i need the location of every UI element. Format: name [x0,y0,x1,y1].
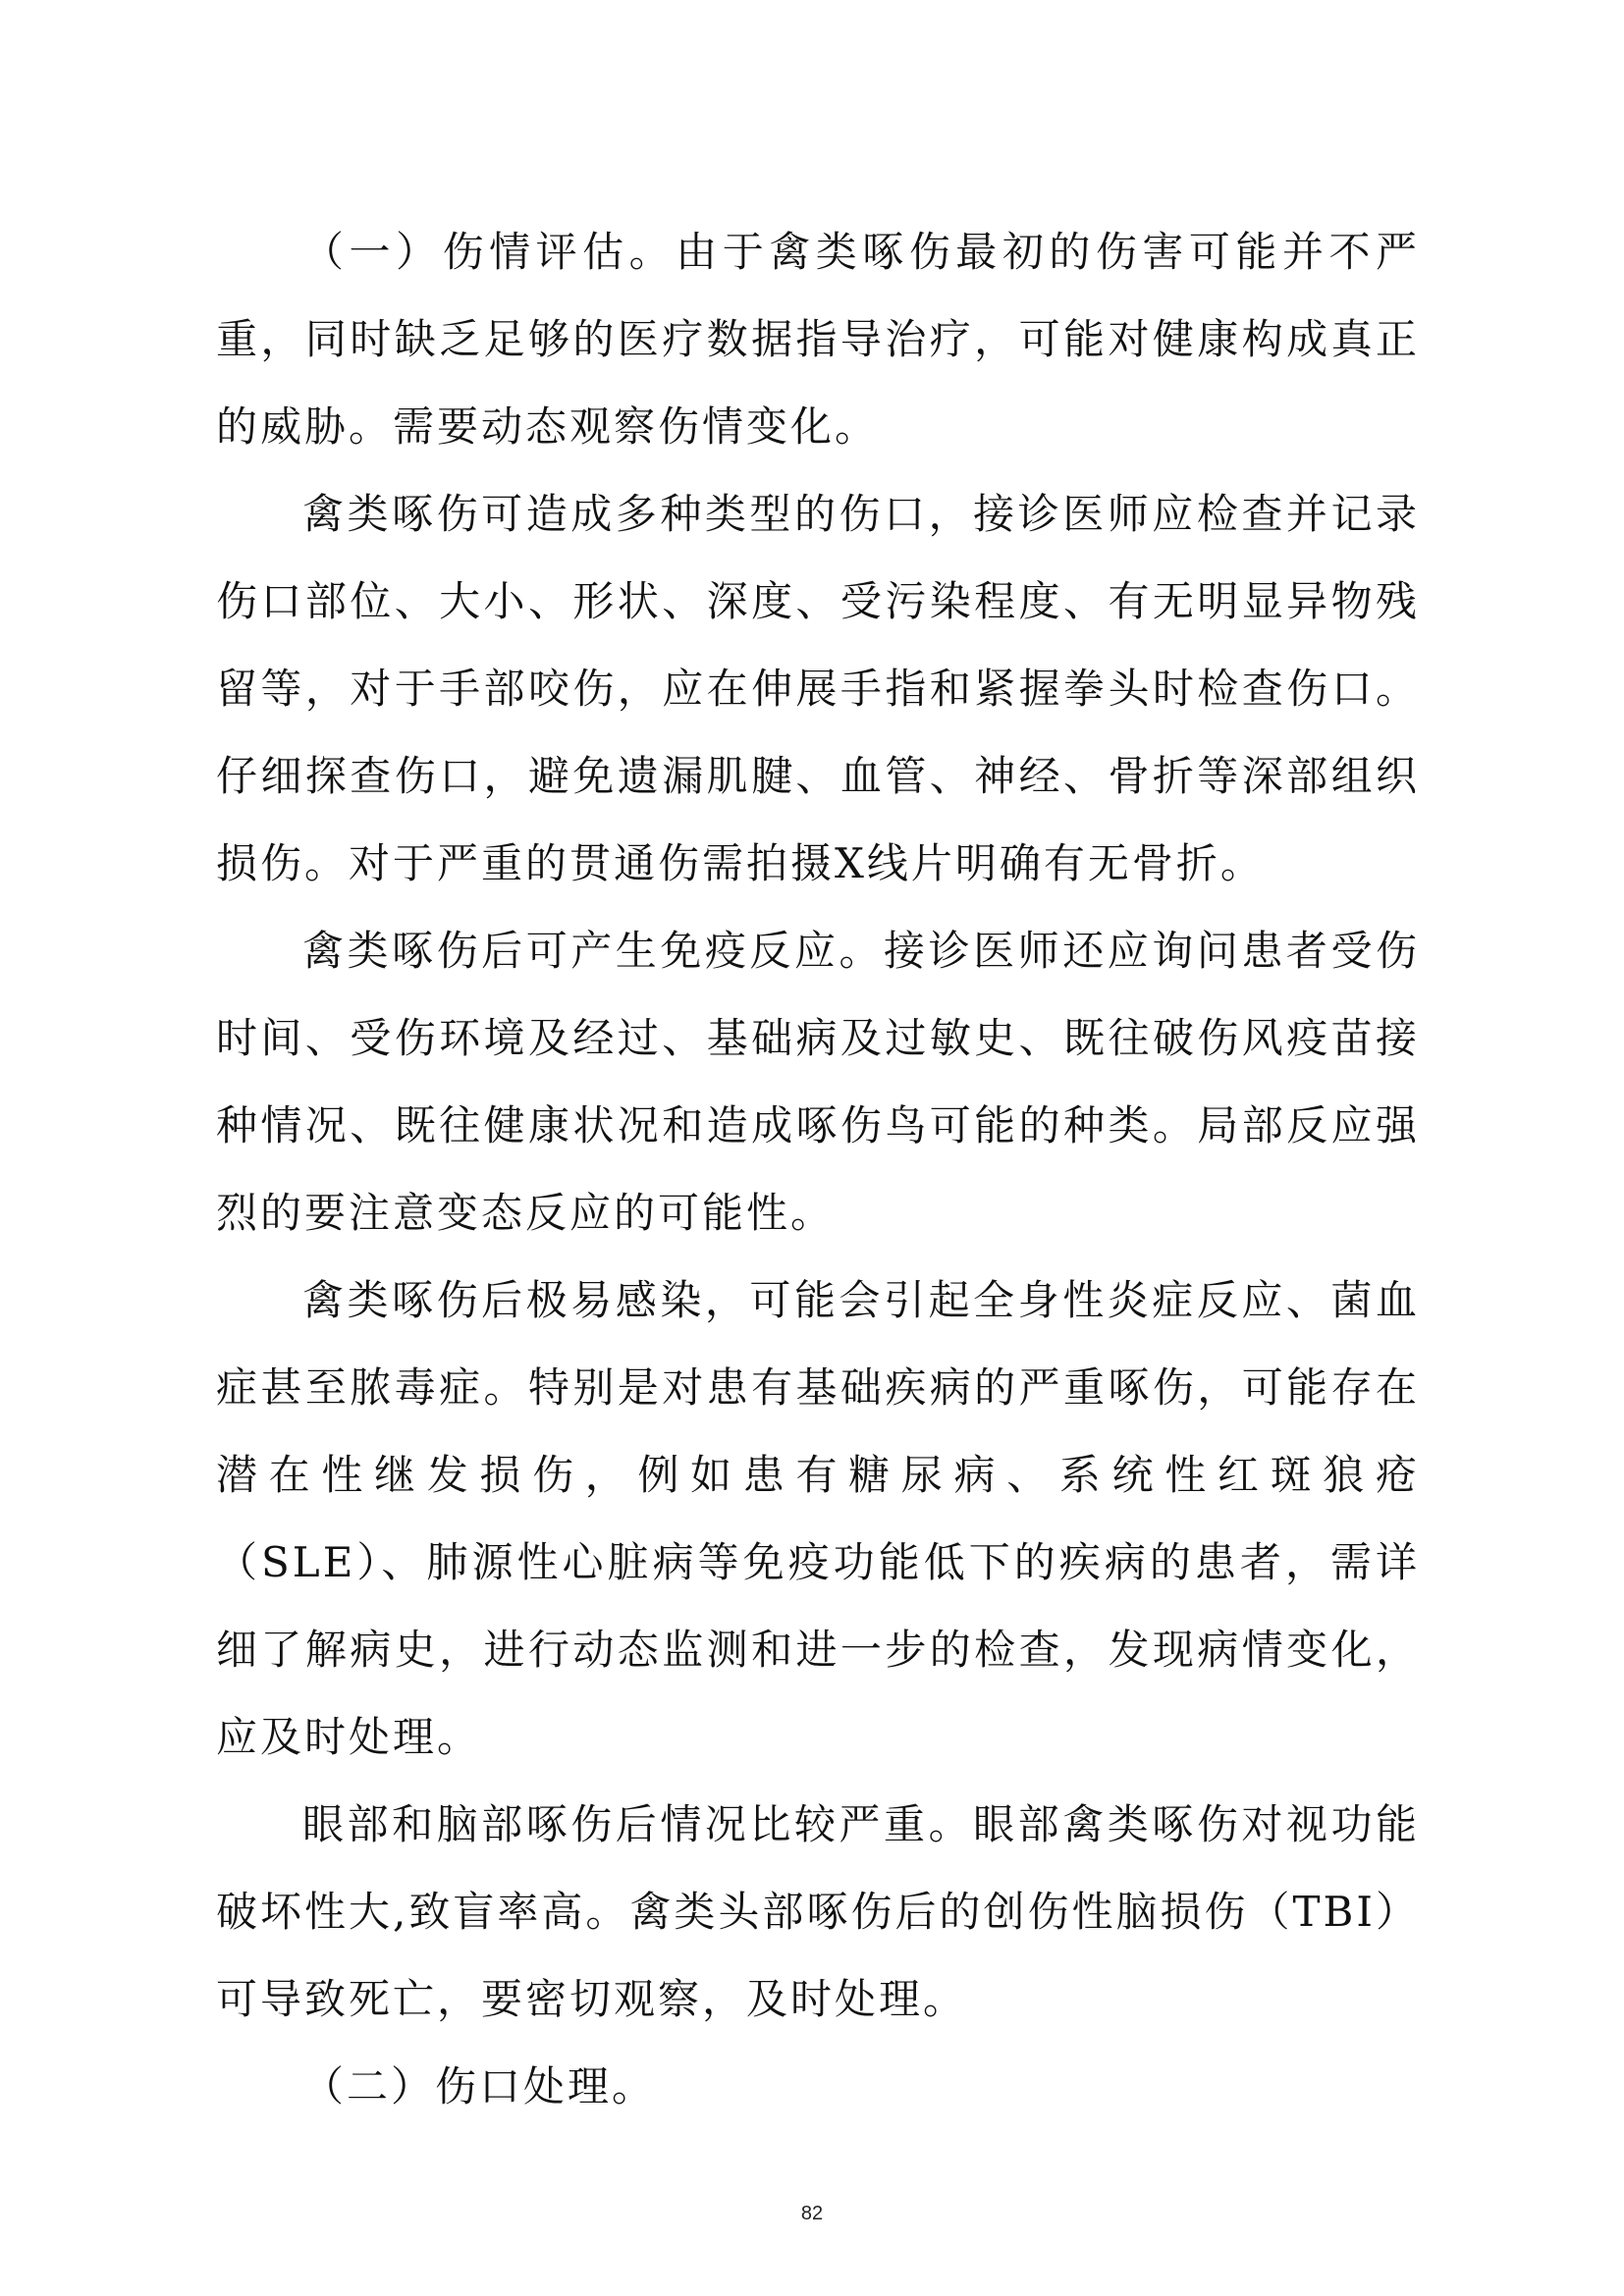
paragraph-infection-risk: 禽类啄伤后极易感染，可能会引起全身性炎症反应、菌血症甚至脓毒症。特别是对患有基础疾病的严重啄伤，可能存在潜在性继发损伤，例如患有糖尿病、系统性红斑狼疮（SLE）、肺源性心脏病等免疫功能低下的疾病的患者，需详细了解病史，进行动态监测和进一步的检查，发现病情变化，应及时处理。 [216,1276,1420,1761]
paragraph-eye-brain-injury: 眼部和脑部啄伤后情况比较严重。眼部禽类啄伤对视功能破坏性大,致盲率高。禽类头部啄伤后的创伤性脑损伤（TBI）可导致死亡，要密切观察，及时处理。 [216,1800,1420,2023]
section-heading-injury-assessment: （一）伤情评估。由于禽类啄伤最初的伤害可能并不严重，同时缺乏足够的医疗数据指导治疗，可能对健康构成真正的威胁。需要动态观察伤情变化。 [216,228,1420,451]
paragraph-wound-examination: 禽类啄伤可造成多种类型的伤口，接诊医师应检查并记录伤口部位、大小、形状、深度、受污染程度、有无明显异物残留等，对于手部咬伤，应在伸展手指和紧握拳头时检查伤口。仔细探查伤口，避免遗漏肌腱、血管、神经、骨折等深部组织损伤。对于严重的贯通伤需拍摄X线片明确有无骨折。 [216,490,1420,887]
page-body [216,208,1420,2130]
section-heading-wound-treatment: （二）伤口处理。 [302,2062,657,2110]
paragraph-immune-reaction: 禽类啄伤后可产生免疫反应。接诊医师还应询问患者受伤时间、受伤环境及经过、基础病及过敏史、既往破伤风疫苗接种情况、既往健康状况和造成啄伤鸟可能的种类。局部反应强烈的要注意变态反应的可能性。 [216,927,1420,1237]
page-number: 82 [800,2203,824,2224]
